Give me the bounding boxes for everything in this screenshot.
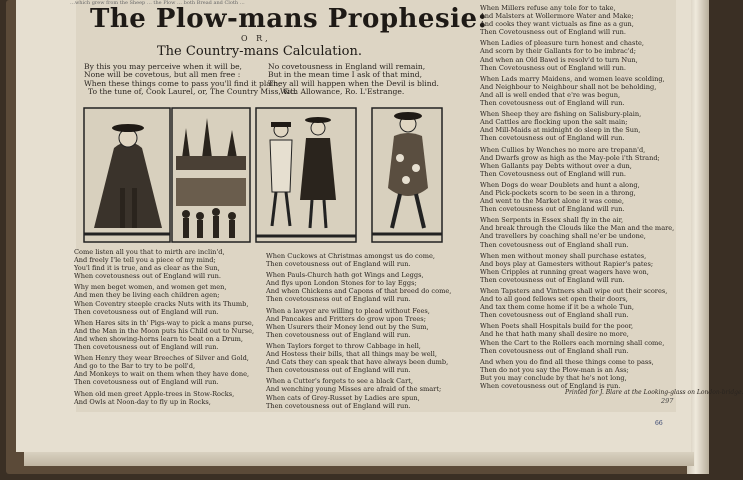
verse-line: Then covetousness out of England will run. [266,401,411,410]
woodcut-gentleman-figure [84,108,170,242]
verse-line: When cats of Grey-Russet by Ladies are spun, [266,393,420,402]
intro-verse-right [268,63,439,96]
verse-line: When Tapsters and Vintners shall wipe out their scores, [480,287,668,295]
verse-line: When Coventry steeple cracks Nuts with its Thumb, [74,299,249,308]
stanza [480,39,674,71]
verse-line: Then covetousness out of England will run. [266,260,411,269]
stanza [266,307,451,339]
verse-line: Then covetousness out of England shall run. [480,311,629,320]
verse-line: When a Cutter's forgets to see a black Cart, [266,377,413,386]
intro-line: None will be covetous, but all men free : [84,70,241,80]
woodcut-three-figures [256,108,356,242]
verse-line: And travellers by coaching shall ne'er be undone, [480,232,646,241]
stanza [480,181,674,213]
verse-line: And Cats they can speak that have always been dumb, [266,358,449,367]
verse-line: Come listen all you that to mirth are inclin'd, [74,248,225,256]
verse-line: Then covetousness out of England will run. [480,99,625,108]
verse-line: When Poets shall Hospitals build for the poor, [480,322,634,331]
intro-line: By this you may perceive when it will be, [84,62,242,71]
stanza [480,75,674,107]
verse-line: Then covetousness out of England will run. [480,275,625,284]
stanza [480,216,674,248]
intro-line: When these things come to pass you'll find it plain, [84,78,281,88]
cropped-header-text: …which grew from the Sheep … the Plow … both Bread and Cloth … [70,0,245,6]
stanza [74,248,254,280]
intro-line: No covetousness in England will remain, [268,62,426,71]
verse-line: When Ladies of pleasure turn honest and chaste, [480,39,645,48]
verse-line: When Henry they wear Breeches of Silver and Gold, [74,354,249,363]
verse-line: When the Cart to the Rollers each morning shall come, [480,338,665,347]
verse-line: And go to the Bar to try to be poll'd, [74,362,196,371]
stanza [266,342,451,374]
stanza [266,271,451,303]
verse-line: When men without money shall purchase estates, [480,251,647,260]
stanza [480,4,674,36]
verse-line: When covetousness out of England will run. [74,272,221,281]
verse-line: Then covetousness out of England will run. [266,295,411,304]
verse-line: And the Man in the Moon puts his Child out to Nurse, [74,326,255,335]
verse-line: Then covetousness out of England will run. [266,366,411,375]
verse-line: When covetousness out of England is run. [480,382,621,391]
verse-line: And freely I'le tell you a piece of my mind; [74,256,216,265]
verse-line: When Usurers their Money lend out by the Sum, [266,322,429,331]
verse-line: When Hares sits in th' Pigs-way to pick a mans purse, [74,318,254,327]
printer-imprint: Printed for J. Blare at the Looking-glass on London-bridge. [565,389,743,396]
verse-line: Then covetousness out of England will run. [480,134,625,143]
verse-line: When Serpents in Essex shall fly in the air, [480,216,624,225]
verse-line: You'l find it is true, and as clear as the Sun, [74,264,220,273]
verse-line: And Dwarfs grow as high as the May-pole i'th Strand; [480,153,660,162]
verse-line: And when an Old Bawd is resolv'd to turn Nun, [480,55,638,64]
verse-line: Then covetousness out of England shall run. [480,240,629,249]
stanza [74,354,254,386]
stanza [74,319,254,351]
verse-line: And to all good fellows set open their doors, [480,295,628,304]
verse-line: And when Chickens and Capons of that breed do come, [266,287,452,296]
verse-line: When Lads marry Maidens, and women leave scolding, [480,74,665,83]
verse-line: When Dogs do wear Doublets and hunt a along, [480,180,640,189]
verse-line: Then covetousness out of England will run. [480,205,625,214]
woodcut-illustrations [84,108,444,248]
allowance-line: With Allowance, Ro. L'Estrange. [280,86,405,96]
verse-line: And Neighbour to Neighbour shall not be beholding, [480,82,657,91]
verse-line: And men they be living each children agen; [74,291,220,300]
woodcut-dancing-figure [372,108,442,242]
verse-line: And Pick-pockets scorn to be seen in a throng, [480,188,636,197]
intro-line: They all will happen when the Devil is blind. [268,78,439,88]
or-divider: O R, [241,34,271,43]
verse-line: When Gallants pay Debts without over a dun, [480,161,632,170]
verse-line: When Cripples at running great wagers have won, [480,267,649,276]
verse-line: And Pancakes and Fritters do grow upon Trees; [266,314,426,323]
verse-column-right [480,4,674,393]
verse-line: When a lawyer are willing to plead without Fees, [266,306,430,315]
verse-line: And Malsters at Wollermore Water and Make; [480,12,634,21]
verse-line: When Cullies by Wenches no more are trepann'd, [480,145,646,154]
verse-line: And all is well ended that e're was begun, [480,90,621,99]
stanza [480,287,674,319]
verse-column-left [74,248,254,409]
stanza [480,110,674,142]
page-number: 297 [661,397,674,405]
stanza [74,390,254,406]
verse-line: But you may conclude by that he's not long, [480,373,627,382]
stanza [480,252,674,284]
stanza [266,252,451,268]
verse-line: And Cattles are flocking upon the salt main; [480,118,628,127]
verse-line: Why men beget women, and women get men, [74,283,227,292]
verse-line: And wenching young Misses are afraid of the smart; [266,385,442,394]
verse-line: And boys play at Gamesters without Rapier's pates; [480,259,654,268]
stanza [480,322,674,354]
stanza [480,146,674,178]
verse-line: And Hostess their bills, that all things may be well, [266,350,437,359]
stanza [480,358,674,390]
tune-line: To the tune of, Cook Laurel, or, The Country Miss, &c. [88,86,297,96]
verse-line: When old men greet Apple-trees in Stow-Rocks, [74,389,235,398]
verse-line: And when showing-horns learn to beat on a Drum, [74,334,243,343]
library-mark: 66 [655,420,663,427]
verse-line: Then covetousness out of England will run. [266,330,411,339]
verse-line: And scorn by their Gallants for to be imbrac'd; [480,47,636,56]
verse-line: And Owls at Noon-day to fly up in Rocks, [74,397,211,406]
stanza [74,283,254,315]
verse-line: And he that hath many shall desire no more, [480,330,629,339]
woodcut-town-scene [172,108,250,242]
verse-line: When Sheep they are fishing on Salisbury-plain, [480,110,642,119]
verse-line: Then covetousness out of England will run. [74,343,219,352]
broadside-subtitle: The Country-mans Calculation. [157,44,362,59]
verse-line: When Millers refuse any tole for to take, [480,4,616,12]
intro-line: But in the mean time I ask of that mind, [268,70,423,80]
stanza [266,377,451,409]
verse-line: And Monkeys to wait on them when they have done, [74,370,250,379]
verse-line: And cooks they want victuals as fine as a gun, [480,20,634,29]
page-underside [24,452,694,466]
broadside-title: The Plow-mans Prophesie: [90,4,488,34]
verse-line: And break through the Clouds like the Man and the mare, [480,224,675,233]
verse-line: And Mill-Maids at midnight do sleep in the Sun, [480,126,641,135]
verse-line: When Pauls-Church hath got Wings and Leggs, [266,271,424,280]
verse-line: And went to the Market alone it was come, [480,197,625,206]
verse-line: When Cuckows at Christmas amongst us do come, [266,252,435,260]
verse-column-middle [266,252,451,413]
verse-line: Then covetousness out of England will run. [74,378,219,387]
verse-line: And flys upon London Stones for to lay Eggs; [266,279,417,288]
verse-line: Then Covetousness out of England will run. [480,63,626,72]
intro-verse-left [84,63,297,96]
verse-line: Then do not you say the Plow-man is an Ass; [480,365,629,374]
verse-line: Then Covetousness out of England will run. [480,169,626,178]
verse-line: Then Covetousness out of England will run. [480,28,626,37]
verse-line: And when you do find all these things come to pass, [480,357,654,366]
verse-line: When Taylors forget to throw Cabbage in hell, [266,341,421,350]
verse-line: Then covetousness out of England will run. [74,307,219,316]
verse-line: Then covetousness out of England shall run. [480,346,629,355]
verse-line: And tax them come home if it be a whole Tun, [480,303,634,312]
